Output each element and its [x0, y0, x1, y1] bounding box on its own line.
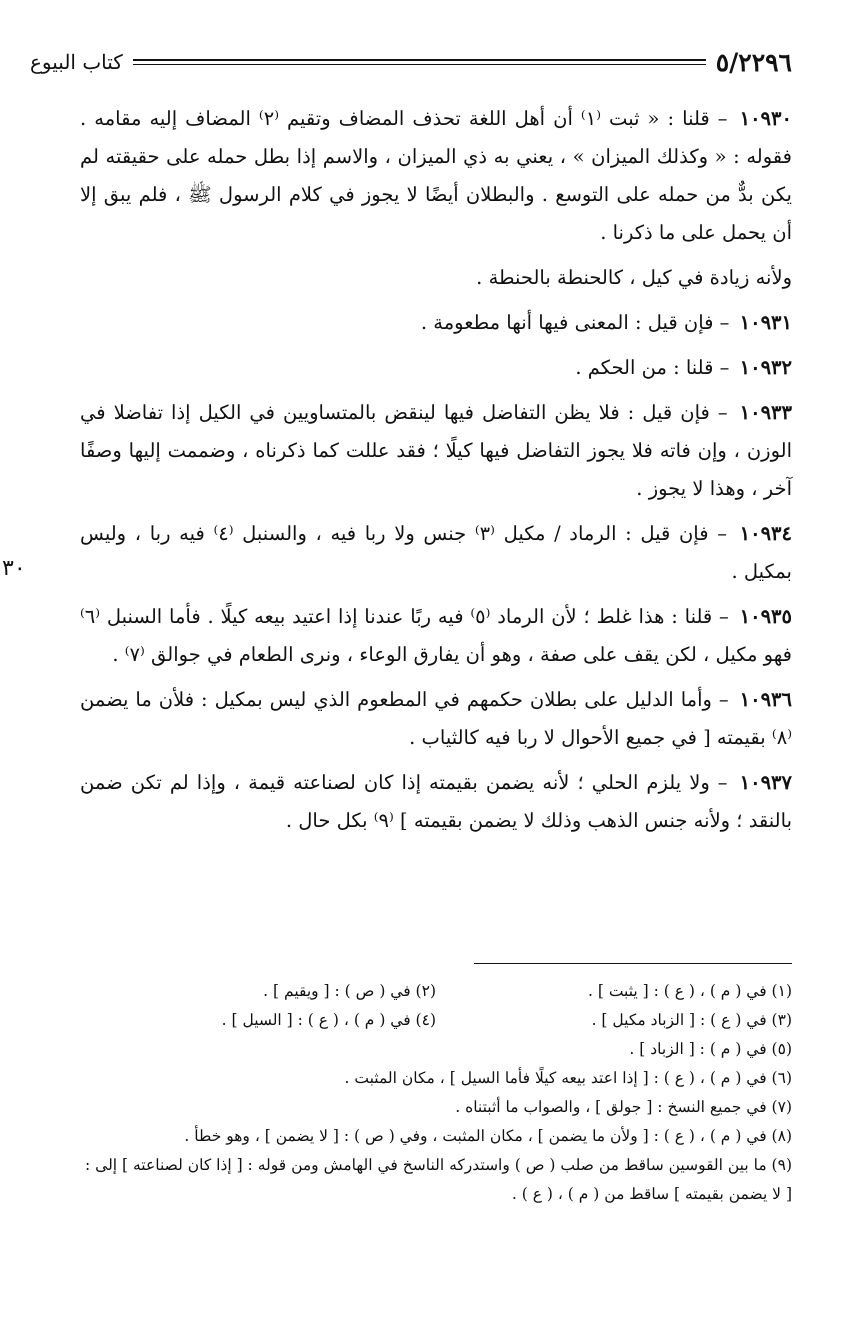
paragraph-text: – فإن قيل : المعنى فيها أنها مطعومة . [420, 311, 730, 334]
footnote-5: (٥) في ( م ) : [ الزباد ] . [629, 1040, 792, 1058]
paragraph-text: – ولا يلزم الحلي ؛ لأنه يضمن بقيمته إذا كان لصناعته قيمة ، وإذا لم تكن ضمن بالنقد ؛ ولأنه جنس الذهب وذلك لا يضمن بقيمته ] ⁽٩⁾ بكل حال . [80, 771, 792, 832]
paragraph-text: – قلنا : هذا غلط ؛ لأن الرماد ⁽٥⁾ فيه ربًا عندنا إذا اعتيد بيعه كيلًا . فأما السنبل ⁽٦⁾ فهو مكيل ، لكن يقف على صفة ، وهو أن يفارق الوعاء ، ونرى الطعام في جوالق ⁽٧⁾ . [80, 605, 792, 666]
margin-page-reference: ٣٠ [2, 556, 26, 581]
footnote-4: (٤) في ( م ) ، ( ع ) : [ السيل ] . [221, 1011, 436, 1029]
paragraph-10931 [80, 304, 792, 342]
paragraph-number: ١٠٩٣٦ [739, 688, 793, 711]
paragraph-number: ١٠٩٣٥ [739, 605, 792, 628]
footnote-1: (١) في ( م ) ، ( ع ) : [ يثبت ] . [588, 982, 792, 1000]
footnote-3: (٣) في ( ع ) : [ الزباد مكيل ] . [591, 1011, 792, 1029]
paragraph-number: ١٠٩٣٠ [739, 107, 792, 130]
paragraph-number: ١٠٩٣٧ [739, 771, 792, 794]
paragraph-10930 [80, 100, 792, 252]
footnote-8: (٨) في ( م ) ، ( ع ) : [ ولأن ما يضمن ] ، مكان المثبت ، وفي ( ص ) : [ لا يضمن ] ، وهو خطأ . [184, 1127, 792, 1145]
paragraph-text: – فإن قيل : الرماد / مكيل ⁽٣⁾ جنس ولا ربا فيه ، والسنبل ⁽٤⁾ فيه ربا ، وليس بمكيل . [80, 522, 792, 583]
paragraph-10932 [80, 349, 792, 387]
paragraph-number: ١٠٩٣١ [739, 311, 792, 334]
footnote-row [80, 977, 792, 1006]
footnote-7: (٧) في جميع النسخ : [ جولق ] ، والصواب ما أثبتناه . [455, 1098, 792, 1116]
footnotes [80, 977, 792, 1209]
paragraph-number: ١٠٩٣٢ [739, 356, 792, 379]
header-rule [133, 59, 706, 65]
footnote-9: (٩) ما بين القوسين ساقط من صلب ( ص ) واستدركه الناسخ في الهامش ومن قوله : [ إذا كان لصناعته ] إلى : [ لا يضمن بقيمته ] ساقط من ( م ) ، ( ع ) . [85, 1156, 792, 1203]
page-header [30, 42, 792, 82]
footnote-2: (٢) في ( ص ) : [ ويقيم ] . [263, 982, 436, 1000]
paragraph-10934 [80, 515, 792, 591]
footnote-6: (٦) في ( م ) ، ( ع ) : [ إذا اعتد بيعه كيلًا فأما السيل ] ، مكان المثبت . [344, 1069, 792, 1087]
book-title: كتاب البيوع [30, 50, 123, 74]
footnote-separator [474, 963, 792, 964]
footnote-row [80, 1006, 792, 1035]
paragraph-10933 [80, 394, 792, 508]
paragraph-number: ١٠٩٣٣ [739, 401, 793, 424]
paragraph-text: – قلنا : « ثبت ⁽١⁾ أن أهل اللغة تحذف المضاف وتقيم ⁽٢⁾ المضاف إليه مقامه . فقوله : « وكذلك الميزان » ، يعني به ذي الميزان ، والاسم إذا بطل حمله على حقيقته لم يكن بدٌّ من حمله على التوسع . والبطلان أيضًا لا يجوز في كلام الرسول ﷺ ، فلم يبق إلا أن يحمل على ما ذكرنا . [80, 107, 792, 244]
paragraph-text: – قلنا : من الحكم . [575, 356, 730, 379]
page-number: ٥/٢٢٩٦ [715, 47, 792, 77]
paragraph-text: – فإن قيل : فلا يظن التفاضل فيها لينقض بالمتساويين في الكيل إذا تفاضلا في الوزن ، وإن فاته فلا يجوز التفاضل فيها كيلًا ؛ فقد عللت كما ذكرناه ، وضممت إليها وصفًا آخر ، وهذا لا يجوز . [80, 401, 792, 500]
paragraph-10935 [80, 598, 792, 674]
main-text [80, 100, 792, 847]
paragraph-10936 [80, 681, 792, 757]
paragraph-number: ١٠٩٣٤ [739, 522, 792, 545]
paragraph-text: ولأنه زيادة في كيل ، كالحنطة بالحنطة . [476, 266, 792, 289]
paragraph-text: – وأما الدليل على بطلان حكمهم في المطعوم الذي ليس بمكيل : فلأن ما يضمن ⁽٨⁾ بقيمته [ في جميع الأحوال لا ربا فيه كالثياب . [80, 688, 792, 749]
paragraph-10937 [80, 764, 792, 840]
paragraph-continuation [80, 259, 792, 297]
